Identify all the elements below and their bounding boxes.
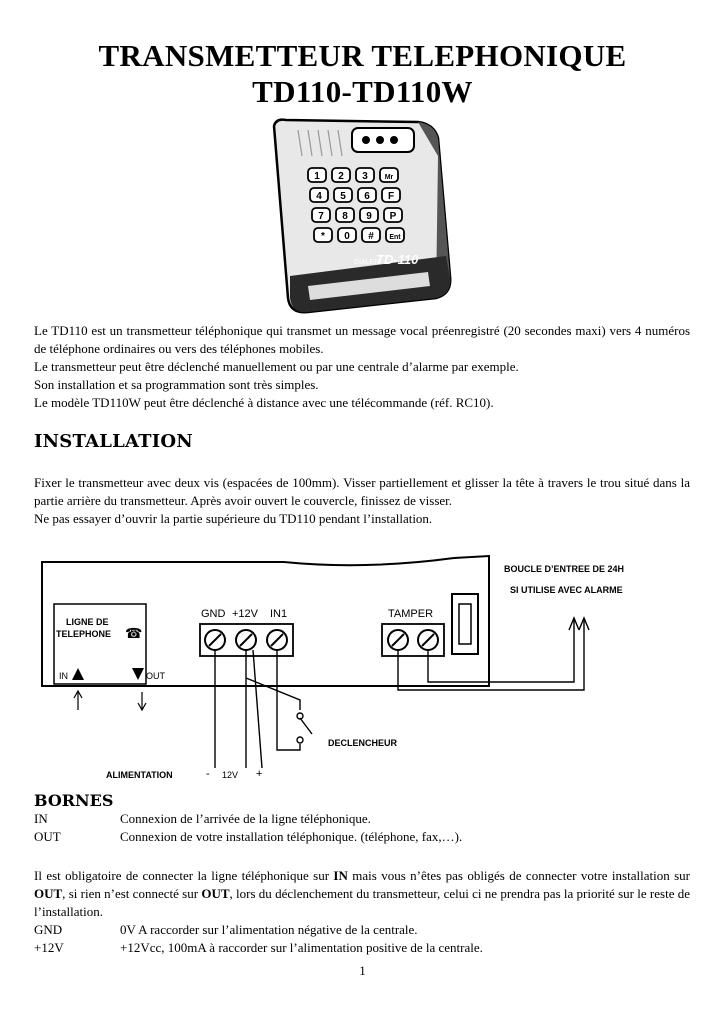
keypad-key-label: 5 (340, 191, 346, 202)
document-title: TRANSMETTEUR TELEPHONIQUE (98, 38, 627, 73)
wiring-diagram (34, 550, 694, 785)
power-voltage: 12V (222, 770, 239, 780)
power-label: ALIMENTATION (106, 770, 173, 780)
keypad-key-label: # (368, 231, 374, 242)
trigger-switch-icon (300, 718, 312, 734)
page-number: 1 (359, 963, 366, 978)
keypad-key-label: 9 (366, 211, 372, 222)
loop-label: BOUCLE D’ENTREE DE 24H (504, 564, 625, 574)
model-label: TD-110 (376, 252, 419, 267)
keypad-key-label: 7 (318, 211, 324, 222)
intro-paragraph: Le TD110 est un transmetteur téléphonique qui transmet un message vocal préenregistré (20 secondes maxi) vers 4 numéros de téléphone ordinaires ou vers des téléphones mobiles. (34, 323, 690, 356)
screw-terminal-icon (236, 630, 256, 650)
keypad-key-label: 2 (338, 171, 344, 182)
keypad-key-label: 4 (316, 191, 322, 202)
telephone-icon: ☎ (125, 625, 143, 641)
terminal-in1-label: IN1 (270, 608, 288, 620)
loop-label: SI UTILISE AVEC ALARME (510, 585, 623, 595)
out-label: OUT (146, 671, 165, 681)
tamper-switch (452, 594, 478, 654)
product-photo (268, 116, 458, 316)
keypad-key-label: 6 (364, 191, 370, 202)
screw-terminal-icon (418, 630, 438, 650)
tamper-label: TAMPER (388, 608, 434, 620)
intro-paragraph: Le transmetteur peut être déclenché manuellement ou par une centrale d’alarme par exemple. (34, 359, 519, 374)
terminal-12v-label: +12V (232, 608, 258, 620)
bornes-heading: BORNES (34, 791, 114, 810)
in-label: IN (59, 671, 68, 681)
terminal-key: +12V (34, 940, 64, 955)
intro-paragraph: Le modèle TD110W peut être déclenché à distance avec une télécommande (réf. RC10). (34, 395, 494, 410)
intro-paragraph: Son installation et sa programmation sont très simples. (34, 377, 319, 392)
trigger-label: DECLENCHEUR (328, 738, 398, 748)
intro-section (34, 322, 690, 412)
in-triangle-icon (72, 668, 84, 680)
keypad-key-label: Ent (389, 234, 401, 241)
screw-terminal-icon (388, 630, 408, 650)
terminal-key: IN (34, 811, 48, 826)
keypad-key-label: Mr (384, 174, 394, 181)
terminal-description: Connexion de votre installation téléphonique. (téléphone, fax,…). (120, 829, 463, 844)
keypad-key-label: 8 (342, 211, 348, 222)
phone-line-label: LIGNE DE (66, 617, 109, 627)
installation-paragraph: Ne pas essayer d’ouvrir la partie supérieure du TD110 pendant l’installation. (34, 511, 433, 526)
terminal-key: GND (34, 922, 63, 937)
installation-section (34, 474, 690, 528)
power-minus: - (206, 768, 210, 780)
power-plus: + (256, 768, 263, 780)
terminal-description: Connexion de l’arrivée de la ligne téléphonique. (120, 811, 371, 826)
keypad-key-label: F (387, 191, 395, 202)
terminal-block-tamper (382, 624, 444, 656)
keypad-key-label: P (389, 211, 397, 222)
keypad-key-label: 3 (362, 171, 368, 182)
keypad-key-label: * (321, 231, 325, 242)
terminal-description: +12Vcc, 100mA à raccorder sur l’alimentation positive de la centrale. (120, 940, 483, 955)
screw-terminal-icon (267, 630, 287, 650)
brand-label: DIALER (354, 259, 380, 266)
terminal-description: 0V A raccorder sur l’alimentation négative de la centrale. (120, 922, 418, 937)
installation-heading: INSTALLATION (34, 431, 193, 452)
connection-note: Il est obligatoire de connecter la ligne téléphonique sur IN mais vous n’êtes pas obligés de connecter votre installation sur OUT, si rien n’est connecté sur OUT, lors du déclenchement du transmetteur, celui ci ne prendra pas la priorité sur le reste de l’installation. (34, 868, 691, 919)
screw-terminal-icon (205, 630, 225, 650)
terminal-gnd-label: GND (201, 608, 226, 620)
terminal-key: OUT (34, 829, 61, 844)
keypad-key-label: 1 (314, 171, 320, 182)
keypad-key-label: 0 (344, 231, 350, 242)
out-triangle-icon (132, 668, 144, 680)
installation-paragraph: Fixer le transmetteur avec deux vis (espacées de 100mm). Visser partiellement et glisser la tête à travers le trou situé dans la partie arrière du transmetteur. Après avoir ouvert le couvercle, finissez de visser. (34, 475, 690, 508)
document-model-title: TD110-TD110W (252, 74, 473, 109)
phone-line-label: TELEPHONE (56, 629, 112, 639)
